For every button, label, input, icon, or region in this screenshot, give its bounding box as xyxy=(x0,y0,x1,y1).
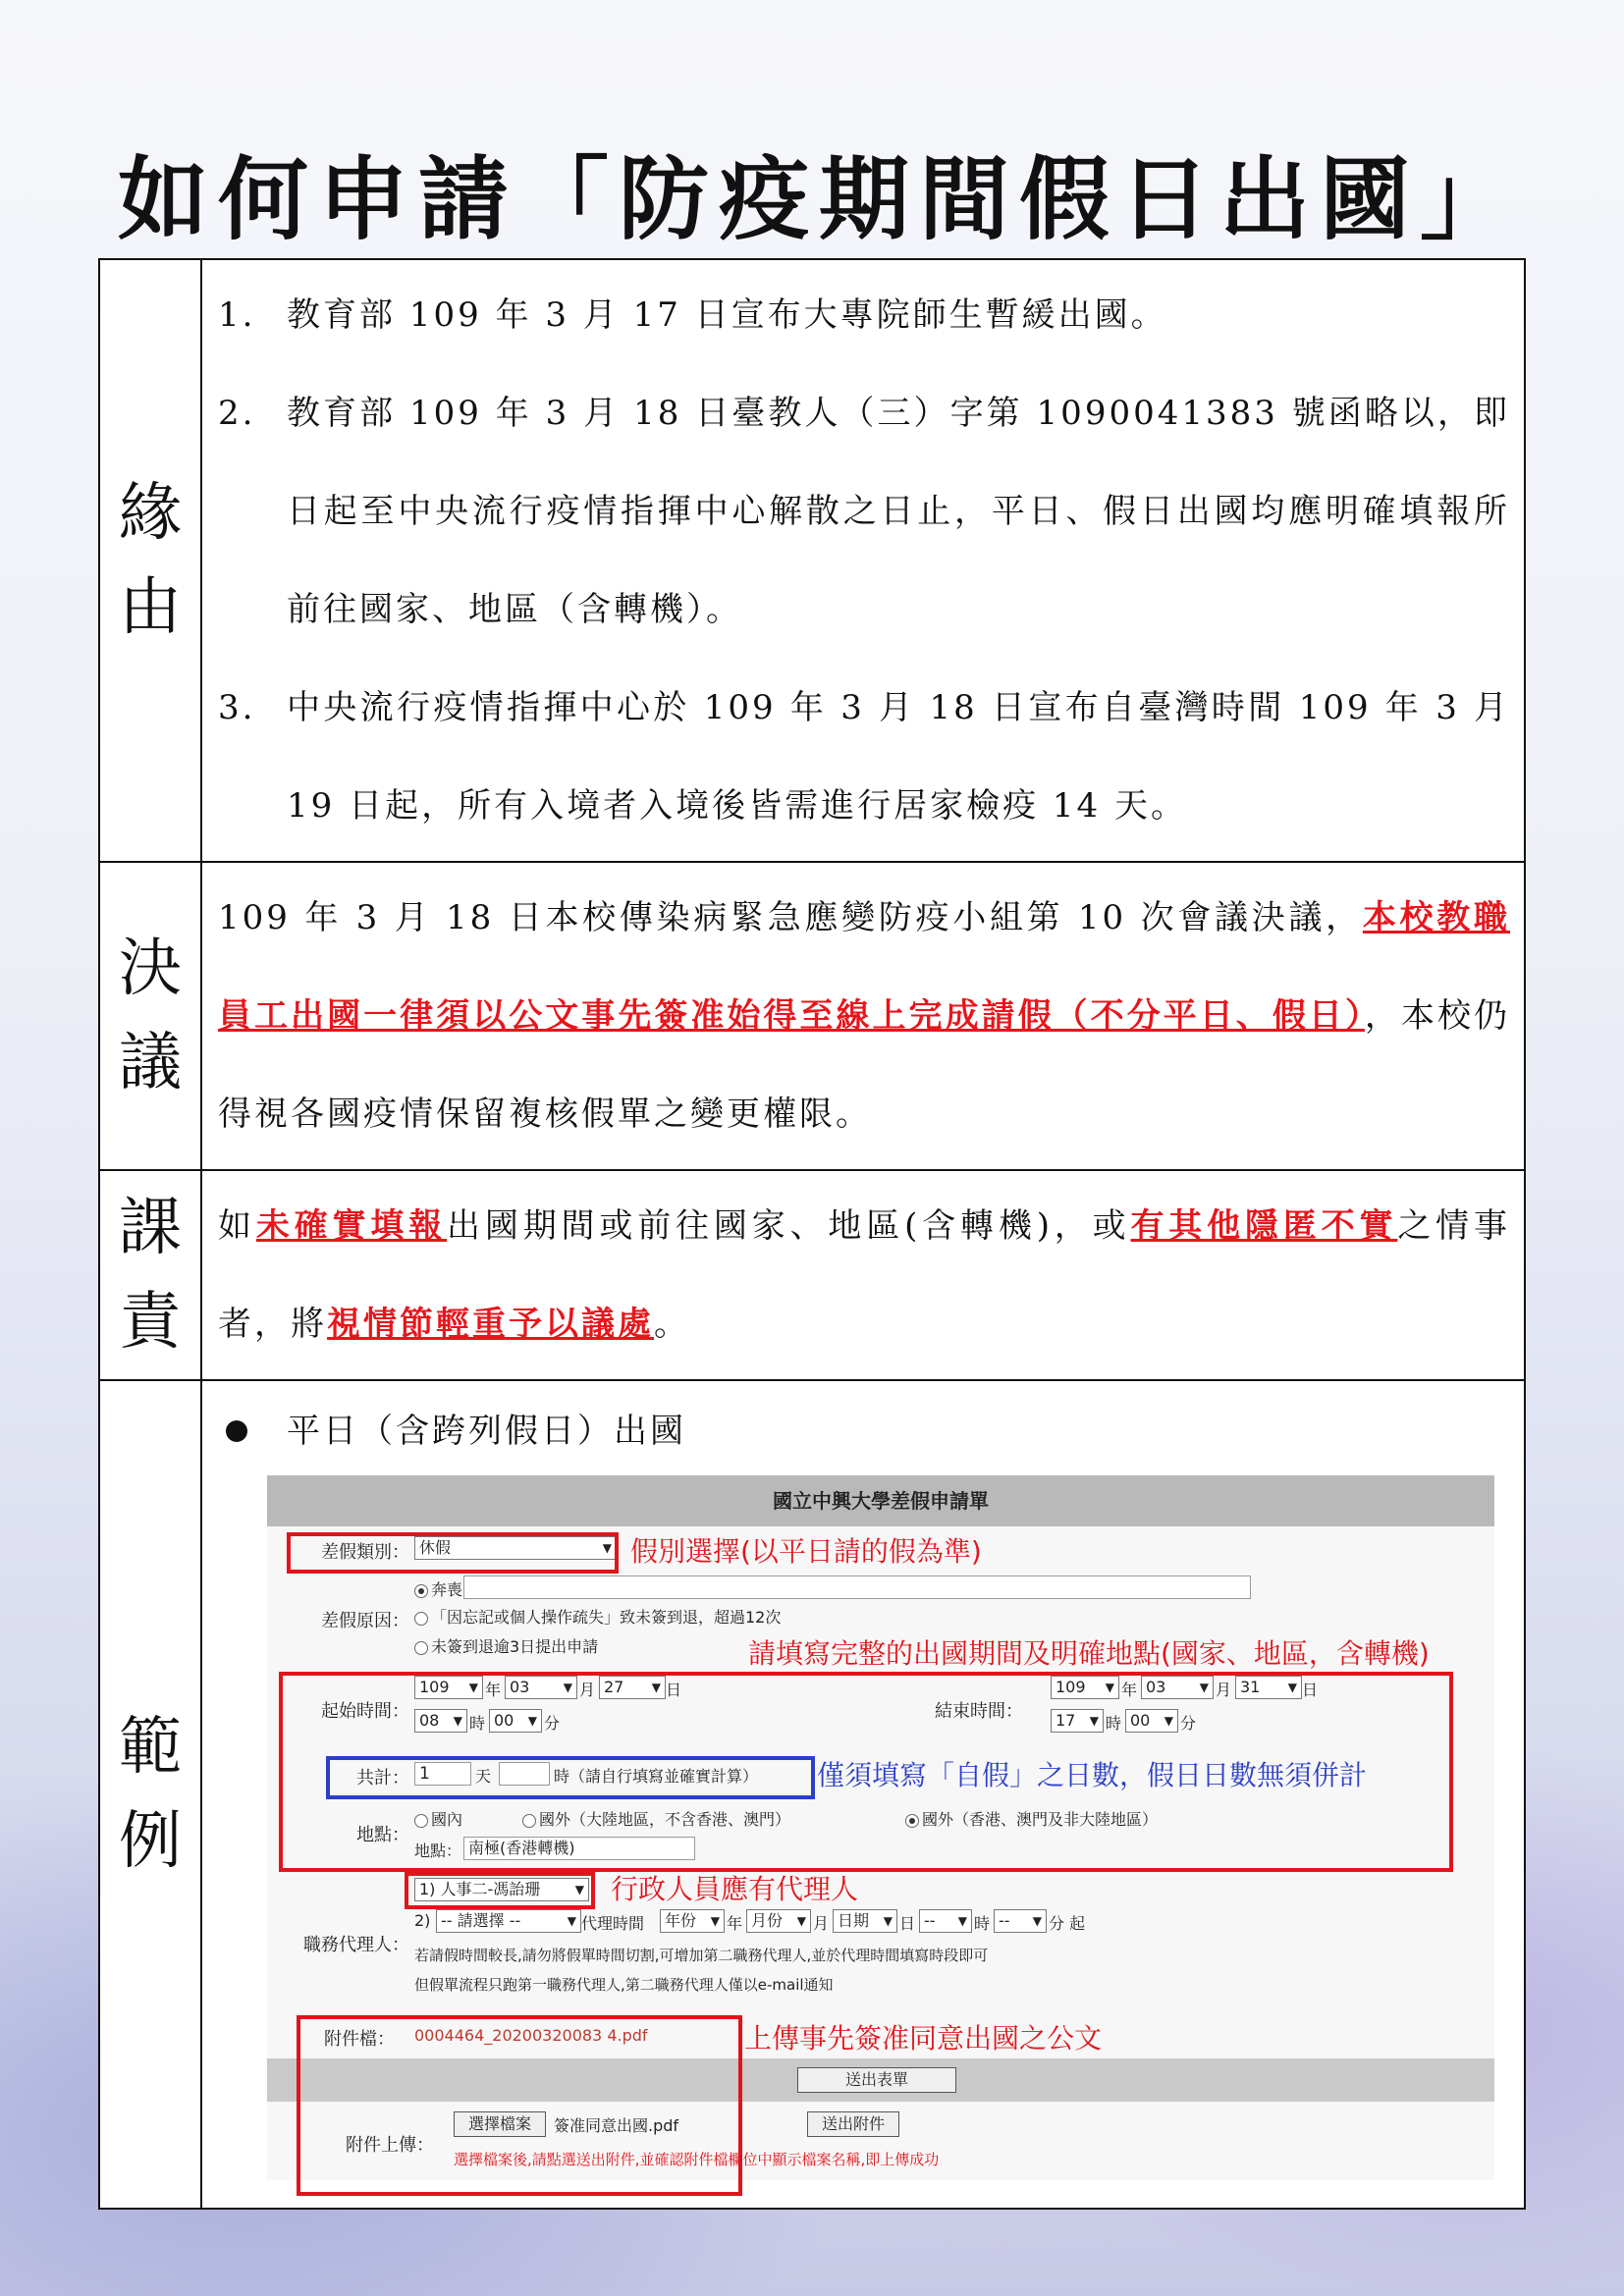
example-label: 範 例 xyxy=(99,1380,201,2209)
annotation-period-location: 請填寫完整的出國期間及明確地點(國家、地區，含轉機) xyxy=(748,1637,1430,1670)
annotation-total-days: 僅須填寫「自假」之日數，假日日數無須併計 xyxy=(817,1759,1368,1791)
location-input[interactable]: 南極(香港轉機) xyxy=(463,1837,695,1860)
liability-label: 課 責 xyxy=(99,1170,201,1380)
agent-row: 職務代理人： 1) 人事二-馮詒珊 ▼ 2) -- 請選擇 -- ▼ 代理時間 年份 ▼ 年 月份 ▼ 月 日期 ▼ 日 -- ▼ 時 -- ▼ 分 起 若請假時間較長,請勿將假單時間切割,可增加第二職務代理人,並於代理時間填寫時段即可 但假單流程只跑第一職務代理人,第二職務代理人僅以e-mail通知 xyxy=(267,1870,1494,2014)
start-month-select[interactable]: 03 ▼ xyxy=(505,1676,577,1699)
agent2-year-select[interactable]: 年份 ▼ xyxy=(660,1909,725,1933)
choose-file-button[interactable]: 選擇檔案 xyxy=(454,2111,546,2137)
annotation-agent: 行政人員應有代理人 xyxy=(611,1873,859,1905)
radio-icon xyxy=(414,1584,428,1598)
radio-icon xyxy=(414,1641,428,1655)
radio-icon xyxy=(414,1612,428,1626)
end-min-select[interactable]: 00 ▼ xyxy=(1125,1709,1178,1733)
upload-row: 附件上傳： 選擇檔案 簽准同意出國.pdf 送出附件 選擇檔案後,請點選送出附件,並確認附件檔欄位中顯示檔案名稱,即上傳成功 xyxy=(267,2102,1494,2180)
annotation-attachment: 上傳事先簽准同意出國之公文 xyxy=(744,2022,1103,2055)
reason-radio-2[interactable]: 「因忘記或個人操作疏失」致未簽到退，超過12次 xyxy=(414,1605,781,1628)
leave-type-highlight xyxy=(287,1532,619,1574)
reason-label: 緣 由 xyxy=(99,259,201,862)
end-month-select[interactable]: 03 ▼ xyxy=(1141,1676,1214,1699)
time-row: 起始時間： 109 ▼ 年 03 ▼ 月 27 ▼ 日 08 ▼ 時 00 ▼ 分 結束時間： 109 ▼ 年 03 ▼ 月 31 ▼ 日 17 ▼ 時 00 ▼ 分 xyxy=(267,1668,1494,1753)
reason-content xyxy=(201,259,1525,862)
loc-radio-1[interactable]: 國內 xyxy=(414,1807,462,1830)
end-day-select[interactable]: 31 ▼ xyxy=(1235,1676,1302,1699)
start-min-select[interactable]: 00 ▼ xyxy=(489,1709,542,1733)
agent2-day-select[interactable]: 日期 ▼ xyxy=(833,1909,897,1933)
page-title: 如何申請「防疫期間假日出國」 xyxy=(118,147,1521,252)
resolution-highlight: 本校教職員工出國一律須以公文事先簽准始得至線上完成請假（不分平日、假日） xyxy=(218,898,1510,1036)
end-hour-select[interactable]: 17 ▼ xyxy=(1051,1709,1104,1733)
reason-radio-1[interactable]: 奔喪 xyxy=(414,1577,462,1600)
example-bullet: 平日（含跨列假日）出國 xyxy=(218,1387,1510,1475)
total-days-highlight xyxy=(326,1756,815,1799)
resolution-row xyxy=(99,862,1525,1170)
bullet-icon xyxy=(226,1420,247,1442)
liability-highlight: 有其他隱匿不實 xyxy=(1130,1206,1398,1246)
resolution-label: 決 議 xyxy=(99,862,201,1170)
start-hour-select[interactable]: 08 ▼ xyxy=(414,1709,467,1733)
agent2-hour-select[interactable]: -- ▼ xyxy=(919,1909,972,1933)
liability-highlight: 視情節輕重予以議處 xyxy=(327,1305,654,1344)
agent2-month-select[interactable]: 月份 ▼ xyxy=(746,1909,811,1933)
chosen-file-name: 簽准同意出國.pdf xyxy=(554,2116,679,2135)
policy-table xyxy=(98,258,1526,2210)
location-row: 地點： 國內 國外（大陸地區，不含香港、澳門） 國外（香港、澳門及非大陸地區） 地點： 南極(香港轉機) xyxy=(267,1797,1494,1871)
liability-content: 如未確實填報出國期間或前往國家、地區(含轉機)，或有其他隱匿不實之情事者，將視情節輕重予以議處。 xyxy=(201,1170,1525,1380)
agent-highlight xyxy=(405,1872,595,1909)
liability-highlight: 未確實填報 xyxy=(255,1206,448,1246)
annotation-leave-type: 假別選擇(以平日請的假為準) xyxy=(630,1535,982,1568)
leave-type-row: 差假類別： 休假 ▼ xyxy=(267,1526,1494,1571)
reason-row-form: 差假原因： 奔喪 「因忘記或個人操作疏失」致未簽到退，超過12次 未簽到退逾3日提出申請 xyxy=(267,1570,1494,1669)
agent2-min-select[interactable]: -- ▼ xyxy=(994,1909,1047,1933)
example-content xyxy=(201,1380,1525,2209)
start-day-select[interactable]: 27 ▼ xyxy=(599,1676,666,1699)
resolution-content: 109 年 3 月 18 日本校傳染病緊急應變防疫小組第 10 次會議決議，本校教職員工出國一律須以公文事先簽准始得至線上完成請假（不分平日、假日），本校仍得視各國疫情保留複核假單之變更權限。 xyxy=(201,862,1525,1170)
liability-row xyxy=(99,1170,1525,1380)
reason-row xyxy=(99,259,1525,862)
reason-item: 2. 教育部 109 年 3 月 18 日臺教人（三）字第 1090041383 號函略以，即日起至中央流行疫情指揮中心解散之日止，平日、假日出國均應明確填報所前往國家、地區（含轉機）。 xyxy=(218,394,1510,629)
loc-radio-2[interactable]: 國外（大陸地區，不含香港、澳門） xyxy=(522,1807,790,1830)
total-days-input[interactable]: 1 xyxy=(414,1762,471,1786)
agent2-select[interactable]: -- 請選擇 -- ▼ xyxy=(436,1909,581,1933)
submit-form-button[interactable]: 送出表單 xyxy=(797,2067,956,2093)
submit-attachment-button[interactable]: 送出附件 xyxy=(807,2111,899,2137)
total-row: 共計： 1 天 時（請自行填寫並確實計算） xyxy=(267,1752,1494,1798)
upload-note: 選擇檔案後,請點選送出附件,並確認附件檔欄位中顯示檔案名稱,即上傳成功 xyxy=(454,2151,940,2168)
end-year-select[interactable]: 109 ▼ xyxy=(1051,1676,1119,1699)
example-row xyxy=(99,1380,1525,2209)
reason-radio-3[interactable]: 未簽到退逾3日提出申請 xyxy=(414,1634,598,1657)
chevron-down-icon: ▼ xyxy=(602,1541,612,1555)
start-year-select[interactable]: 109 ▼ xyxy=(414,1676,483,1699)
loc-radio-3[interactable]: 國外（香港、澳門及非大陸地區） xyxy=(905,1807,1158,1830)
leave-type-select[interactable]: 休假 ▼ xyxy=(414,1536,617,1560)
attach-row: 附件檔： 0004464_20200320083 4.pdf xyxy=(267,2013,1494,2059)
form-header: 國立中興大學差假申請單 xyxy=(267,1475,1494,1526)
agent1-select[interactable]: 1) 人事二-馮詒珊 ▼ xyxy=(414,1878,589,1901)
reason-input[interactable] xyxy=(463,1575,1251,1599)
attachment-highlight xyxy=(297,2015,742,2196)
attached-file-link[interactable]: 0004464_20200320083 4.pdf xyxy=(414,2026,648,2045)
reason-item: 1. 教育部 109 年 3 月 17 日宣布大專院師生暫緩出國。 xyxy=(218,295,1167,335)
reason-item: 3. 中央流行疫情指揮中心於 109 年 3 月 18 日宣布自臺灣時間 109 年 3 月 19 日起，所有入境者入境後皆需進行居家檢疫 14 天。 xyxy=(218,688,1510,826)
leave-form-screenshot xyxy=(267,1475,1494,2202)
